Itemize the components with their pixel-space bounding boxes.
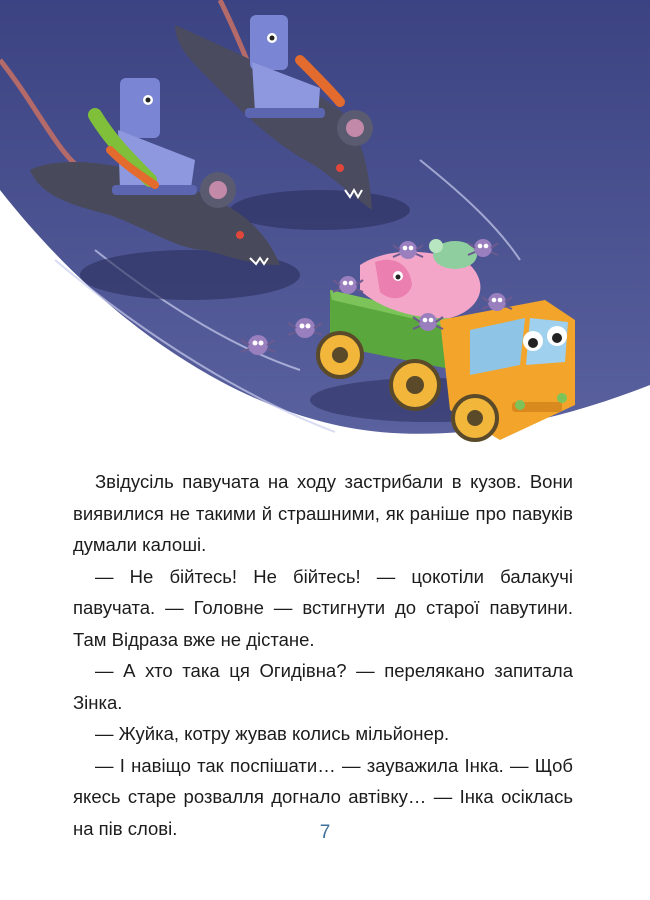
chase-scene-image	[0, 0, 650, 445]
paragraph: — І навіщо так поспішати… — зауважила Інка. — Щоб якесь старе розвалля догнало автівку… — Інка осіклась на пів слові.	[73, 754, 573, 839]
story-text	[73, 466, 573, 844]
paragraph: Звідусіль павучата на ходу застрибали в кузов. Вони виявилися не такими й страшними, як раніше про павуків думали калоші.	[73, 471, 573, 555]
paragraph: — Жуйка, котру жував колись мільйонер.	[95, 723, 450, 744]
illustration	[0, 0, 650, 445]
paragraph: — А хто така ця Огидівна? — перелякано запитала Зінка.	[73, 660, 573, 713]
page-number: 7	[319, 822, 331, 843]
paragraph: — Не бійтесь! Не бійтесь! — цокотіли балакучі павучата. — Головне — встигнути до старої павутини. Там Відраза вже не дістане.	[73, 565, 573, 650]
